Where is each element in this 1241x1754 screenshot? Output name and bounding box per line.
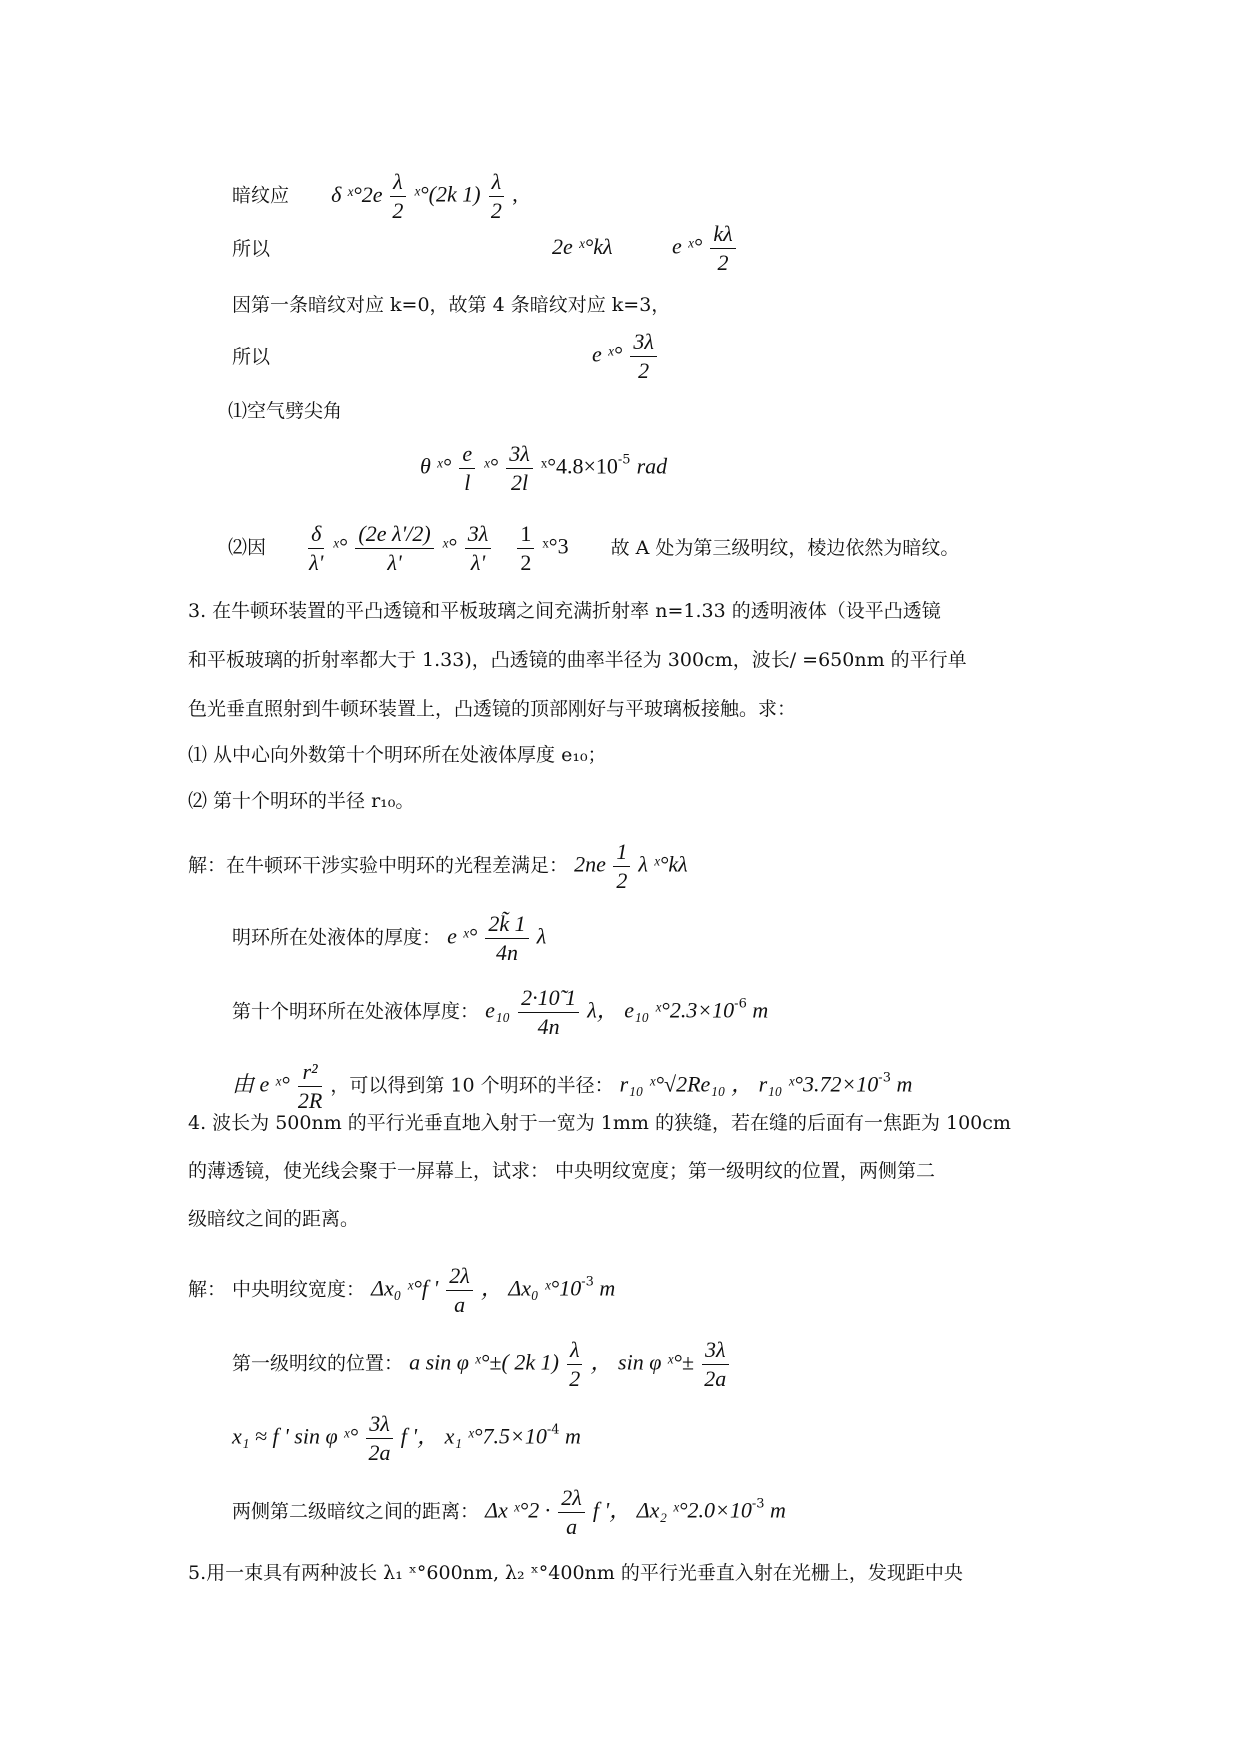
problem-3-question-1: ⑴ 从中心向外数第十个明环所在处液体厚度 e₁₀；: [188, 744, 607, 766]
formula: e ˣ°: [592, 341, 623, 367]
unit: m: [890, 1071, 913, 1097]
formula-part: ， Δx₀ ˣ°10: [480, 1275, 582, 1301]
fraction: $\frac{2\lambda}{a}$: [446, 1262, 473, 1319]
formula-part: λ: [536, 923, 547, 949]
formula-part: f '， Δx₂ ˣ°2.0×10: [592, 1497, 752, 1523]
formula-part: δ ˣ°2e: [331, 181, 389, 207]
order-line: [228, 520, 959, 577]
fraction: $\frac{2k̃ 1}{4n}$: [485, 910, 528, 967]
exponent: -3: [878, 1070, 891, 1086]
solution-3-line-3: [232, 984, 768, 1041]
formula-part: λ， e₁₀ ˣ°2.3×10: [587, 997, 735, 1023]
problem-5-line-1: 5.用一束具有两种波长 λ₁ ˣ°600nm, λ₂ ˣ°400nm 的平行光垂直入射在光栅上，发现距中央: [188, 1562, 963, 1584]
formula-part: ˣ°3: [542, 533, 569, 559]
formula-part: ˣ°: [332, 533, 348, 559]
fraction: $\frac{\lambda}{2}$: [489, 168, 505, 225]
formula-part: f '， x₁ ˣ°7.5×10: [400, 1423, 547, 1449]
formula-part: λ ˣ°kλ: [638, 851, 688, 877]
exponent: -6: [734, 996, 747, 1012]
formula-part: Δx₀ ˣ°f ': [371, 1275, 439, 1301]
fraction: $\frac{\lambda}{2}$: [390, 168, 406, 225]
problem-3-line-2: 和平板玻璃的折射率都大于 1.33)，凸透镜的曲率半径为 300cm，波长/ =650nm 的平行单: [188, 649, 967, 671]
label: 两侧第二级暗纹之间的距离：: [232, 1500, 480, 1523]
problem-4-line-2: 的薄透镜，使光线会聚于一屏幕上，试求： 中央明纹宽度；第一级明纹的位置，两侧第二: [188, 1160, 936, 1182]
unit: rad: [636, 453, 668, 479]
problem-3-line-3: 色光垂直照射到牛顿环装置上，凸透镜的顶部刚好与平玻璃板接触。求：: [188, 698, 797, 720]
fraction: $\frac{3\lambda}{2}$: [630, 328, 657, 385]
fraction: $\frac{3\lambda}{2a}$: [366, 1410, 393, 1467]
solution-4-line-3: [232, 1410, 581, 1467]
fraction: $\frac{\text{(2e λ'/2)}}{\lambda'}$: [355, 520, 433, 577]
solution-4-line-1: [188, 1262, 615, 1319]
therefore-line: [232, 329, 932, 400]
fraction: $\frac{3\lambda}{2a}$: [702, 1336, 729, 1393]
formula-part: ， sin φ ˣ°±: [590, 1349, 694, 1375]
paragraph: 因第一条暗纹对应 k=0，故第 4 条暗纹对应 k=3，: [232, 294, 671, 316]
label: 所以: [232, 346, 271, 368]
fraction: $\frac{\lambda}{2}$: [567, 1336, 583, 1393]
fraction: $\frac{1}{2}$: [613, 838, 630, 895]
label: 第一级明纹的位置：: [232, 1352, 404, 1375]
formula-part: Δx ˣ°2 ·: [485, 1497, 551, 1523]
formula-part: 由 e ˣ°: [232, 1071, 290, 1097]
formula-part: r₁₀ ˣ°√2Re₁₀ ， r₁₀ ˣ°3.72×10: [619, 1071, 879, 1097]
problem-4-line-3: 级暗纹之间的距离。: [188, 1208, 360, 1230]
problem-3-question-2: ⑵ 第十个明环的半径 r₁₀。: [188, 790, 415, 812]
fraction: $\frac{e}{l}$: [459, 440, 475, 497]
formula-part: 2ne: [574, 851, 612, 877]
unit: m: [746, 997, 769, 1023]
label: ⑵因: [228, 536, 267, 559]
solution-4-line-4: [232, 1484, 786, 1541]
formula: e ˣ°: [672, 233, 703, 259]
fraction: $\frac{\text{r²}}{2R}$: [297, 1059, 323, 1113]
solution-3-line-1: [188, 838, 688, 895]
unit: m: [764, 1497, 786, 1523]
exponent: -3: [751, 1496, 765, 1512]
solution-3-line-2: [232, 910, 546, 967]
unit: m: [593, 1275, 616, 1301]
formula-part: e ˣ°: [447, 923, 478, 949]
fraction: $\frac{3\lambda}{\lambda'}$: [465, 520, 492, 577]
dark-fringe-condition: [232, 168, 518, 225]
fraction: $\frac{1}{2}$: [517, 520, 534, 577]
formula-part: θ ˣ°: [420, 453, 452, 479]
conclusion: 故 A 处为第三级明纹，棱边依然为暗纹。: [610, 536, 960, 559]
paragraph: ⑴空气劈尖角: [228, 400, 343, 422]
label: 第十个明环所在处液体厚度：: [232, 1000, 480, 1023]
label: 明环所在处液体的厚度：: [232, 926, 442, 949]
exponent: -3: [581, 1274, 594, 1290]
formula-part: ,: [512, 181, 518, 207]
label: 解：在牛顿环干涉实验中明环的光程差满足：: [188, 854, 569, 877]
solution-4-line-2: [232, 1336, 731, 1393]
exponent: -4: [546, 1422, 560, 1438]
label: 暗纹应: [232, 184, 290, 207]
fraction: $\frac{2\lambda}{a}$: [558, 1484, 585, 1541]
fraction: $\frac{3\lambda}{2l}$: [506, 440, 533, 497]
label: 解： 中央明纹宽度：: [188, 1278, 366, 1301]
formula-part: a sin φ ˣ°±( 2k 1): [409, 1349, 559, 1375]
formula-part: ˣ°4.8×10: [540, 453, 618, 479]
solution-3-line-4: [232, 1058, 912, 1115]
formula-part: ˣ°: [483, 453, 499, 479]
wedge-angle-formula: [420, 440, 667, 497]
therefore-line: [232, 221, 992, 292]
unit: m: [559, 1423, 581, 1449]
exponent: -5: [617, 452, 631, 468]
formula: 2e ˣ°kλ: [552, 234, 613, 259]
problem-3-line-1: 3. 在牛顿环装置的平凸透镜和平板玻璃之间充满折射率 n=1.33 的透明液体（设平凸透镜: [188, 600, 941, 622]
label: 所以: [232, 238, 271, 260]
formula-part: e₁₀: [485, 997, 511, 1023]
fraction: $\frac{2\cdot 10̃ 1}{4n}$: [518, 984, 579, 1041]
formula-part: ˣ°(2k 1): [413, 181, 481, 207]
text: ，可以得到第 10 个明环的半径：: [330, 1074, 614, 1097]
formula-part: x₁ ≈ f ' sin φ ˣ°: [232, 1423, 359, 1449]
formula-part: ˣ°: [441, 533, 457, 559]
fraction: $\frac{k\lambda}{2}$: [710, 220, 735, 277]
problem-4-line-1: 4. 波长为 500nm 的平行光垂直地入射于一宽为 1mm 的狭缝，若在缝的后面有一焦距为 100cm: [188, 1112, 1011, 1134]
fraction: $\frac{\delta}{\lambda'}$: [309, 521, 324, 575]
